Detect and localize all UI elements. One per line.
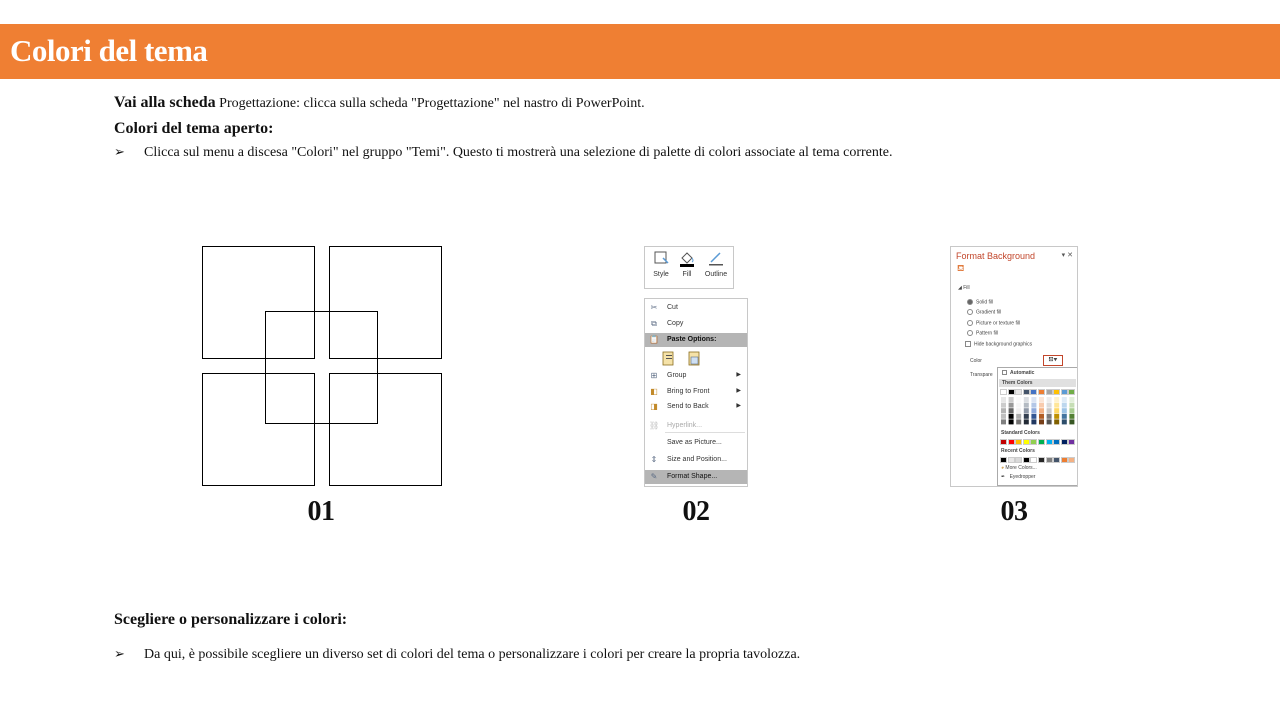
menu-item-bring-to-front[interactable]: ◧ Bring to Front ▶: [650, 387, 741, 396]
section1-bullet: [114, 145, 892, 161]
clipboard-icon: 📋: [649, 335, 659, 344]
style-button[interactable]: [647, 249, 675, 278]
shade-swatch[interactable]: [1069, 408, 1074, 413]
color-swatch[interactable]: [1039, 390, 1044, 394]
color-swatch[interactable]: [1069, 458, 1074, 462]
menu-item-size-position[interactable]: ⇕ Size and Position...: [650, 455, 727, 464]
standard-colors-header: Standard Colors: [1001, 430, 1040, 436]
color-swatch[interactable]: [1054, 458, 1059, 462]
menu-item-save-as-picture[interactable]: Save as Picture...: [667, 439, 722, 446]
section2-bullet: [114, 647, 800, 663]
shade-swatch[interactable]: [1054, 419, 1059, 424]
copy-icon: ⧉: [651, 319, 657, 328]
color-swatch[interactable]: [1031, 440, 1036, 444]
intro-bold: Vai alla scheda: [114, 94, 216, 111]
color-swatch[interactable]: [1009, 458, 1014, 462]
color-swatch[interactable]: [1001, 440, 1006, 444]
color-dropdown: [997, 367, 1078, 486]
shade-swatch[interactable]: [1039, 414, 1044, 419]
slide-title: Colori del tema: [10, 33, 208, 68]
shade-swatch[interactable]: [1069, 414, 1074, 419]
palette-icon: ◕: [1001, 465, 1005, 471]
menu-item-group[interactable]: ⊞ Group ▶: [650, 371, 741, 380]
style-label: Style: [653, 271, 669, 278]
shape-format-ribbon: [644, 246, 734, 289]
color-swatch[interactable]: [1047, 458, 1052, 462]
color-label: Color: [970, 358, 982, 364]
square-center: [265, 311, 378, 424]
outline-button[interactable]: [702, 249, 730, 278]
shade-swatch[interactable]: [1009, 403, 1014, 408]
shade-swatch[interactable]: [1016, 414, 1021, 419]
more-colors-option[interactable]: ◕ More Colors...: [1001, 465, 1037, 471]
theme-shades-grid[interactable]: [1001, 397, 1075, 425]
shade-swatch[interactable]: [1054, 397, 1059, 402]
bring-front-icon: ◧: [650, 387, 658, 396]
shade-swatch[interactable]: [1024, 414, 1029, 419]
color-swatch[interactable]: [1047, 390, 1052, 394]
shape-outline-icon: [702, 249, 730, 269]
color-swatch[interactable]: [1062, 458, 1067, 462]
format-background-pane: [950, 246, 1078, 487]
color-swatch[interactable]: [1069, 440, 1074, 444]
send-back-icon: ◨: [650, 402, 658, 411]
shade-swatch[interactable]: [1054, 403, 1059, 408]
label-01: 01: [307, 496, 335, 527]
transparency-label: Transpare: [970, 372, 993, 378]
shade-swatch[interactable]: [1016, 403, 1021, 408]
shade-swatch[interactable]: [1062, 397, 1067, 402]
close-icon[interactable]: ▾ ✕: [1061, 252, 1073, 259]
color-swatch[interactable]: [1062, 440, 1067, 444]
theme-colors-row[interactable]: [1001, 390, 1077, 394]
color-swatch[interactable]: [1054, 390, 1059, 394]
color-swatch[interactable]: [1016, 440, 1021, 444]
paste-icons[interactable]: [661, 350, 701, 366]
arrow-bullet-icon: ➢: [114, 145, 125, 160]
shade-swatch[interactable]: [1009, 419, 1014, 424]
scissors-icon: ✂: [650, 303, 658, 312]
color-swatch[interactable]: [1039, 440, 1044, 444]
shade-swatch[interactable]: [1047, 403, 1052, 408]
shade-swatch[interactable]: [1016, 408, 1021, 413]
hyperlink-icon: ⛓: [649, 421, 660, 430]
menu-item-hyperlink: ⛓ Hyperlink...: [649, 421, 703, 430]
shade-swatch[interactable]: [1047, 419, 1052, 424]
shade-swatch[interactable]: [1001, 414, 1006, 419]
standard-colors-row[interactable]: [1001, 440, 1077, 444]
color-swatch[interactable]: [1009, 440, 1014, 444]
shade-swatch[interactable]: [1062, 403, 1067, 408]
shade-swatch[interactable]: [1031, 414, 1036, 419]
pattern-fill-option[interactable]: Pattern fill: [967, 330, 998, 336]
recent-colors-row[interactable]: [1001, 458, 1077, 462]
color-swatch[interactable]: [1031, 458, 1036, 462]
menu-item-cut[interactable]: ✂ Cut: [650, 303, 678, 312]
color-swatch[interactable]: [1016, 458, 1021, 462]
shade-swatch[interactable]: [1001, 397, 1006, 402]
color-picker-button[interactable]: ⛾▾: [1043, 355, 1063, 366]
checkbox: [1002, 370, 1007, 375]
gradient-fill-option[interactable]: Gradient fill: [967, 309, 1001, 315]
color-swatch[interactable]: [1047, 440, 1052, 444]
shade-swatch[interactable]: [1001, 403, 1006, 408]
checkbox: [965, 341, 971, 347]
color-swatch[interactable]: [1001, 458, 1006, 462]
paint-bucket-icon[interactable]: ⛾: [957, 263, 965, 273]
pane-title: Format Background: [956, 251, 1036, 261]
shade-swatch[interactable]: [1069, 397, 1074, 402]
shade-swatch[interactable]: [1024, 408, 1029, 413]
shade-swatch[interactable]: [1039, 419, 1044, 424]
hide-background-checkbox[interactable]: Hide background graphics: [965, 341, 1032, 347]
shade-swatch[interactable]: [1039, 397, 1044, 402]
section1-bullet-text: Clicca sul menu a discesa "Colori" nel gruppo "Temi". Questo ti mostrerà una selezione di palette di colori associate al tema corrente.: [144, 145, 893, 160]
eyedropper-icon: ✒: [1001, 474, 1006, 480]
shade-swatch[interactable]: [1069, 403, 1074, 408]
fill-button[interactable]: [673, 249, 701, 278]
section2-heading: Scegliere o personalizzare i colori:: [114, 611, 348, 628]
radio: [967, 309, 973, 315]
shade-swatch[interactable]: [1024, 403, 1029, 408]
menu-item-format-shape[interactable]: ✎ Format Shape...: [645, 470, 747, 484]
submenu-arrow-icon: ▶: [736, 388, 741, 394]
section1-heading: Colori del tema aperto:: [114, 120, 274, 137]
automatic-option[interactable]: Automatic: [999, 369, 1076, 377]
color-swatch[interactable]: [1001, 390, 1006, 394]
shade-swatch[interactable]: [1031, 403, 1036, 408]
eyedropper-option[interactable]: ✒ Eyedropper: [1001, 474, 1036, 480]
fill-section-header[interactable]: ◢ Fill: [958, 285, 970, 291]
submenu-arrow-icon: ▶: [736, 372, 741, 378]
radio: [967, 320, 973, 326]
color-swatch[interactable]: [1054, 440, 1059, 444]
picture-fill-option[interactable]: Picture or texture fill: [967, 320, 1020, 326]
arrow-bullet-icon: ➢: [114, 647, 125, 662]
color-swatch[interactable]: [1024, 390, 1029, 394]
shade-swatch[interactable]: [1031, 408, 1036, 413]
shade-swatch[interactable]: [1001, 408, 1006, 413]
radio-selected: [967, 299, 973, 305]
theme-colors-header: Them Colors: [999, 379, 1076, 387]
shade-swatch[interactable]: [1001, 419, 1006, 424]
solid-fill-option[interactable]: Solid fill: [967, 299, 993, 305]
shade-swatch[interactable]: [1039, 408, 1044, 413]
shade-swatch[interactable]: [1024, 419, 1029, 424]
menu-separator: [665, 432, 745, 433]
intro-text: Progettazione: clicca sulla scheda "Progettazione" nel nastro di PowerPoint.: [219, 96, 645, 111]
shade-swatch[interactable]: [1047, 414, 1052, 419]
color-swatch[interactable]: [1024, 458, 1029, 462]
color-swatch[interactable]: [1031, 390, 1036, 394]
color-swatch[interactable]: [1016, 390, 1021, 394]
size-position-icon: ⇕: [650, 455, 658, 464]
submenu-arrow-icon: ▶: [736, 403, 741, 409]
fill-label: Fill: [682, 271, 692, 278]
shade-swatch[interactable]: [1047, 408, 1052, 413]
menu-item-send-to-back[interactable]: ◨ Send to Back ▶: [650, 402, 741, 411]
label-03: 03: [1000, 496, 1028, 527]
color-swatch[interactable]: [1069, 390, 1074, 394]
shade-swatch[interactable]: [1054, 408, 1059, 413]
shade-swatch[interactable]: [1016, 397, 1021, 402]
label-02: 02: [682, 496, 710, 527]
title-bar: [0, 24, 1280, 79]
format-shape-icon: ✎: [650, 472, 658, 481]
radio: [967, 330, 973, 336]
shade-swatch[interactable]: [1024, 397, 1029, 402]
shade-swatch[interactable]: [1062, 408, 1067, 413]
shade-swatch[interactable]: [1039, 403, 1044, 408]
color-swatch[interactable]: [1024, 440, 1029, 444]
shade-swatch[interactable]: [1009, 408, 1014, 413]
shade-swatch[interactable]: [1031, 397, 1036, 402]
shade-swatch[interactable]: [1062, 419, 1067, 424]
menu-item-paste-options: 📋 Paste Options:: [645, 333, 747, 347]
menu-item-copy[interactable]: ⧉ Copy: [645, 317, 747, 331]
intro-line: [114, 94, 645, 112]
outline-label: Outline: [704, 271, 728, 278]
color-swatch[interactable]: [1039, 458, 1044, 462]
shade-swatch[interactable]: [1062, 414, 1067, 419]
shape-style-icon: [647, 249, 675, 269]
shade-swatch[interactable]: [1054, 414, 1059, 419]
shade-swatch[interactable]: [1016, 419, 1021, 424]
color-swatch[interactable]: [1009, 390, 1014, 394]
section2-bullet-text: Da qui, è possibile scegliere un diverso set di colori del tema o personalizzare i colori per creare la propria tavolozza.: [144, 647, 801, 662]
paint-bucket-icon: [673, 249, 701, 269]
shade-swatch[interactable]: [1009, 414, 1014, 419]
color-swatch[interactable]: [1062, 390, 1067, 394]
context-menu: [644, 298, 748, 487]
shade-swatch[interactable]: [1031, 419, 1036, 424]
shade-swatch[interactable]: [1047, 397, 1052, 402]
shade-swatch[interactable]: [1069, 419, 1074, 424]
recent-colors-header: Recent Colors: [1001, 448, 1035, 454]
paste-buttons: [661, 350, 701, 366]
shade-swatch[interactable]: [1009, 397, 1014, 402]
group-icon: ⊞: [650, 371, 658, 380]
